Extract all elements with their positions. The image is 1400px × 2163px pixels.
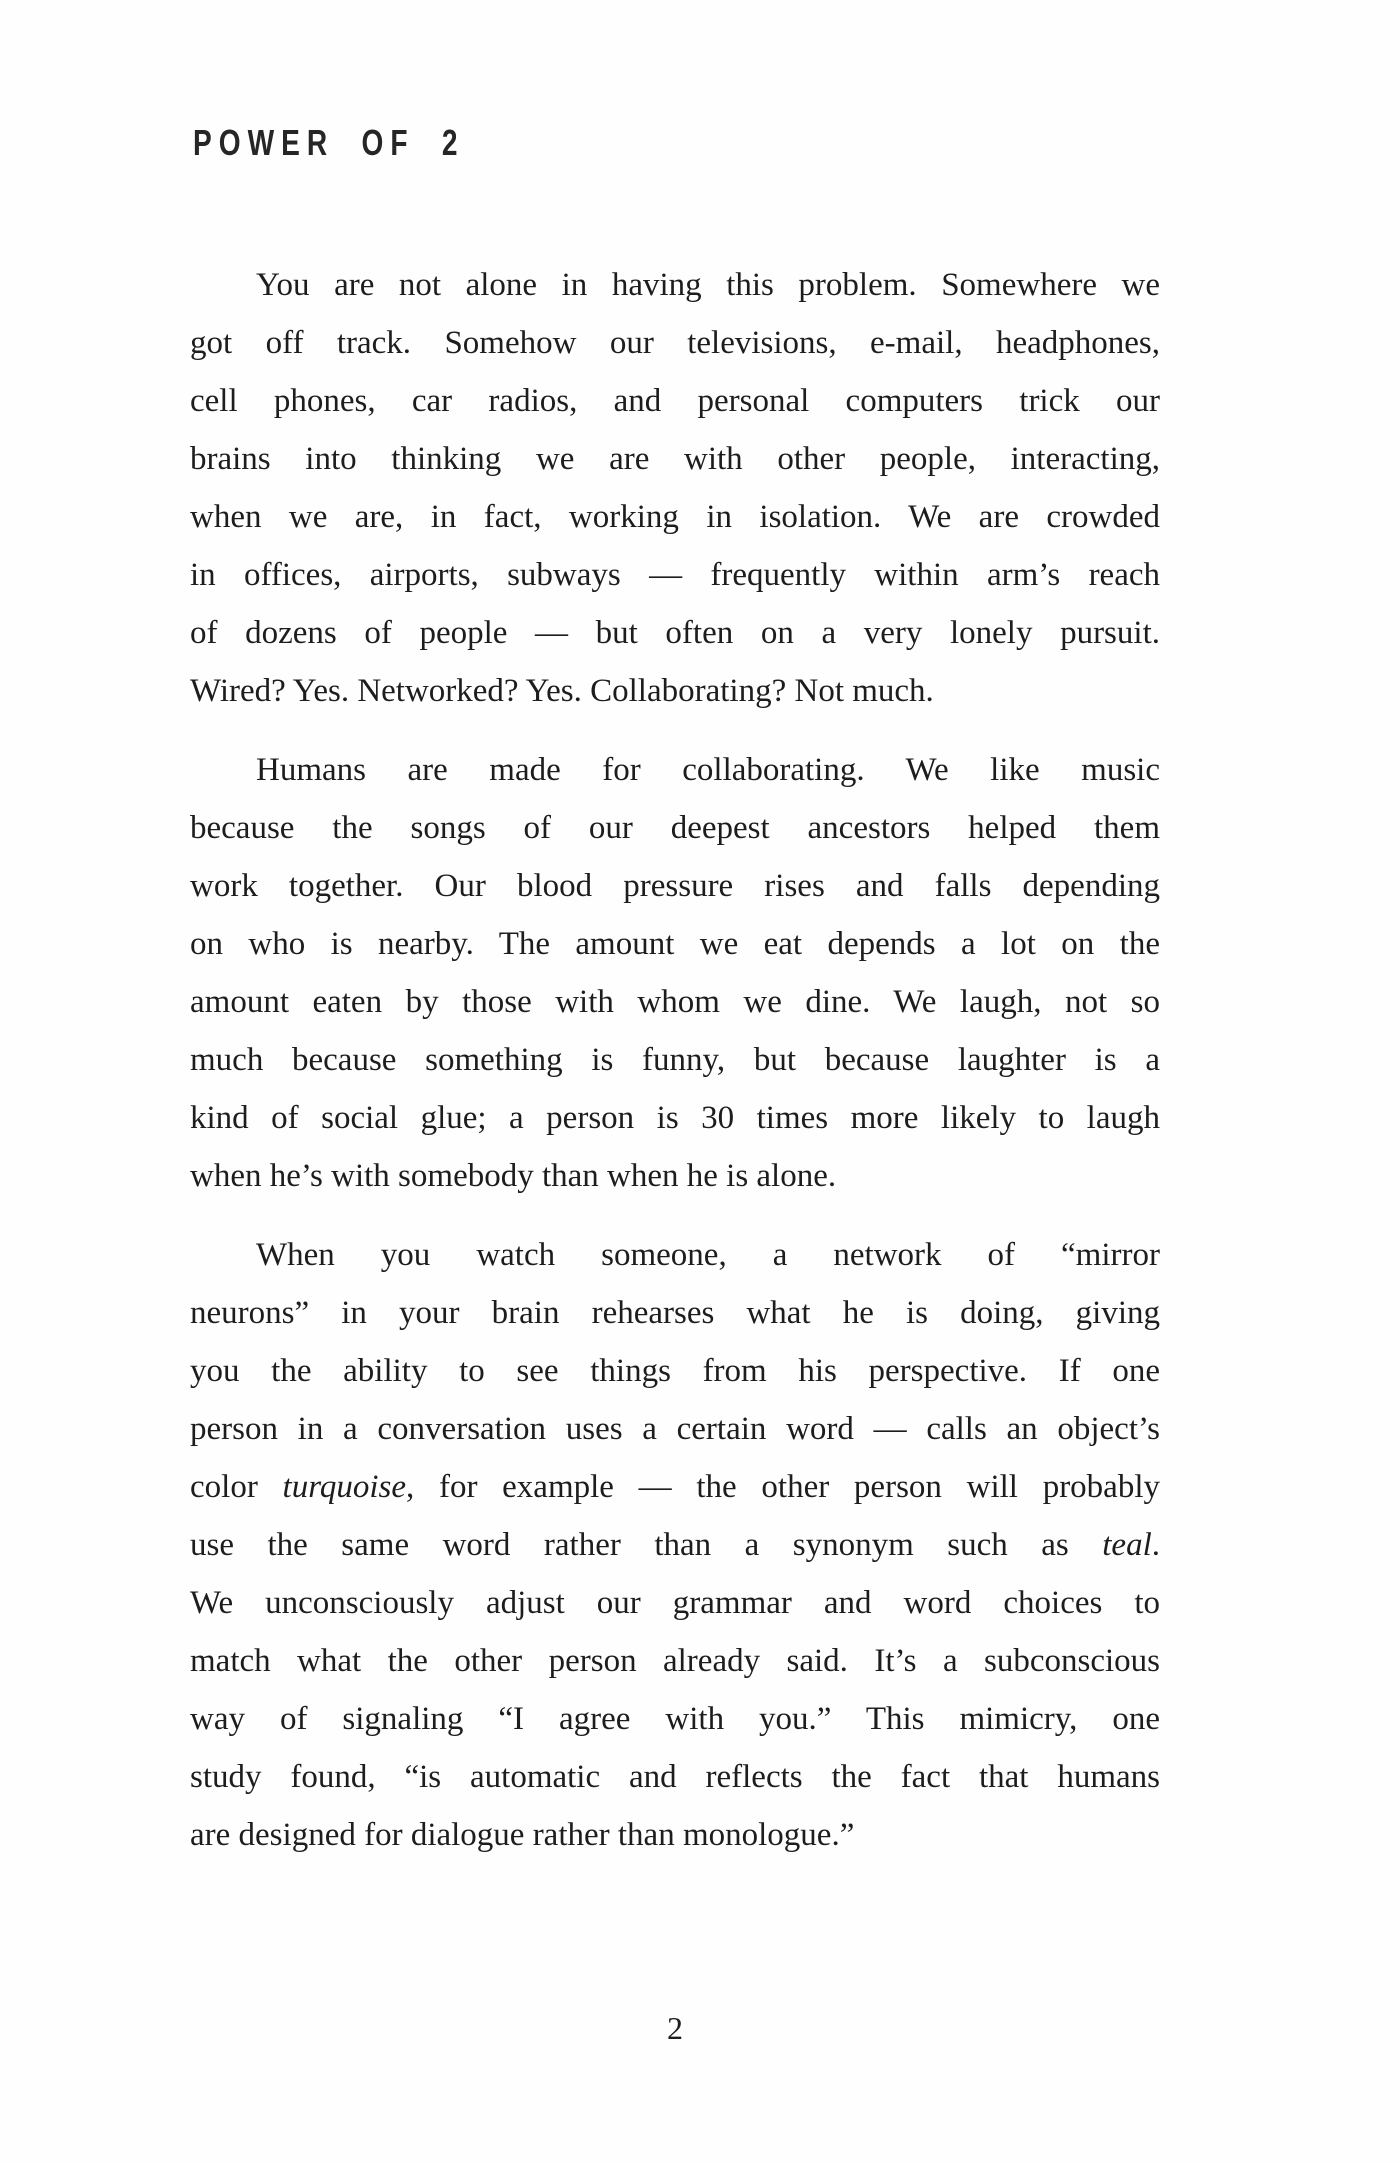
text-line [190, 256, 1160, 314]
text-segment: when he’s with somebody than when he is alone. [190, 1158, 837, 1194]
text-segment: brains into thinking we are with other people, interacting, [190, 441, 1160, 477]
text-segment: got off track. Somehow our televisions, e-mail, headphones, [190, 325, 1160, 361]
text-line [190, 1748, 1160, 1806]
italic-text: teal [1102, 1527, 1152, 1563]
text-segment: of dozens of people — but often on a very lonely pursuit. [190, 615, 1160, 651]
text-segment: study found, “is automatic and reflects the fact that humans [190, 1759, 1160, 1795]
paragraph [190, 741, 1160, 1205]
text-segment: When you watch someone, a network of “mirror [256, 1237, 1160, 1273]
text-segment: We unconsciously adjust our grammar and word choices to [190, 1585, 1160, 1621]
text-segment: use the same word rather than a synonym such as [190, 1527, 1103, 1563]
text-line [190, 741, 1160, 799]
text-segment: because the songs of our deepest ancestors helped them [190, 810, 1160, 846]
text-segment: are designed for dialogue rather than monologue.” [190, 1817, 855, 1853]
text-segment: Humans are made for collaborating. We like music [256, 752, 1160, 788]
text-segment: much because something is funny, but because laughter is a [190, 1042, 1160, 1078]
text-segment: way of signaling “I agree with you.” This mimicry, one [190, 1701, 1160, 1737]
text-line [190, 1089, 1160, 1147]
text-line [190, 488, 1160, 546]
text-line [190, 1400, 1160, 1458]
text-segment: in offices, airports, subways — frequently within arm’s reach [190, 557, 1160, 593]
italic-text: turquoise [282, 1469, 406, 1505]
text-line [190, 1806, 1160, 1864]
text-segment: color [190, 1469, 283, 1505]
text-segment: on who is nearby. The amount we eat depends a lot on the [190, 926, 1160, 962]
text-line [190, 604, 1160, 662]
text-block [190, 256, 1160, 1885]
text-segment: when we are, in fact, working in isolation. We are crowded [190, 499, 1160, 535]
text-line [190, 430, 1160, 488]
text-line [190, 915, 1160, 973]
paragraph [190, 256, 1160, 720]
text-segment: you the ability to see things from his perspective. If one [190, 1353, 1160, 1389]
text-line [190, 1690, 1160, 1748]
text-line [190, 372, 1160, 430]
text-segment: You are not alone in having this problem. Somewhere we [256, 267, 1160, 303]
page-number: 2 [667, 2010, 683, 2046]
text-line [190, 1342, 1160, 1400]
text-line [190, 662, 1160, 720]
text-line [190, 973, 1160, 1031]
text-line [190, 857, 1160, 915]
text-segment: person in a conversation uses a certain word — calls an object’s [190, 1411, 1160, 1447]
text-segment: amount eaten by those with whom we dine. We laugh, not so [190, 984, 1160, 1020]
text-segment: neurons” in your brain rehearses what he is doing, giving [190, 1295, 1160, 1331]
text-line [190, 1226, 1160, 1284]
text-segment: match what the other person already said. It’s a subconscious [190, 1643, 1160, 1679]
text-line [190, 799, 1160, 857]
text-line [190, 546, 1160, 604]
text-line [190, 1574, 1160, 1632]
text-segment: , for example — the other person will probably [405, 1469, 1160, 1505]
text-segment: work together. Our blood pressure rises and falls depending [190, 868, 1160, 904]
text-segment: kind of social glue; a person is 30 times more likely to laugh [190, 1100, 1160, 1136]
paragraph [190, 1226, 1160, 1864]
text-line [190, 1516, 1160, 1574]
text-segment: . [1151, 1527, 1160, 1563]
text-line [190, 1458, 1160, 1516]
text-line [190, 1031, 1160, 1089]
text-segment: cell phones, car radios, and personal computers trick our [190, 383, 1160, 419]
text-line [190, 1147, 1160, 1205]
running-header: POWER OF 2 [193, 122, 465, 163]
text-segment: Wired? Yes. Networked? Yes. Collaborating? Not much. [190, 673, 934, 709]
text-line [190, 1632, 1160, 1690]
text-line [190, 314, 1160, 372]
text-line [190, 1284, 1160, 1342]
